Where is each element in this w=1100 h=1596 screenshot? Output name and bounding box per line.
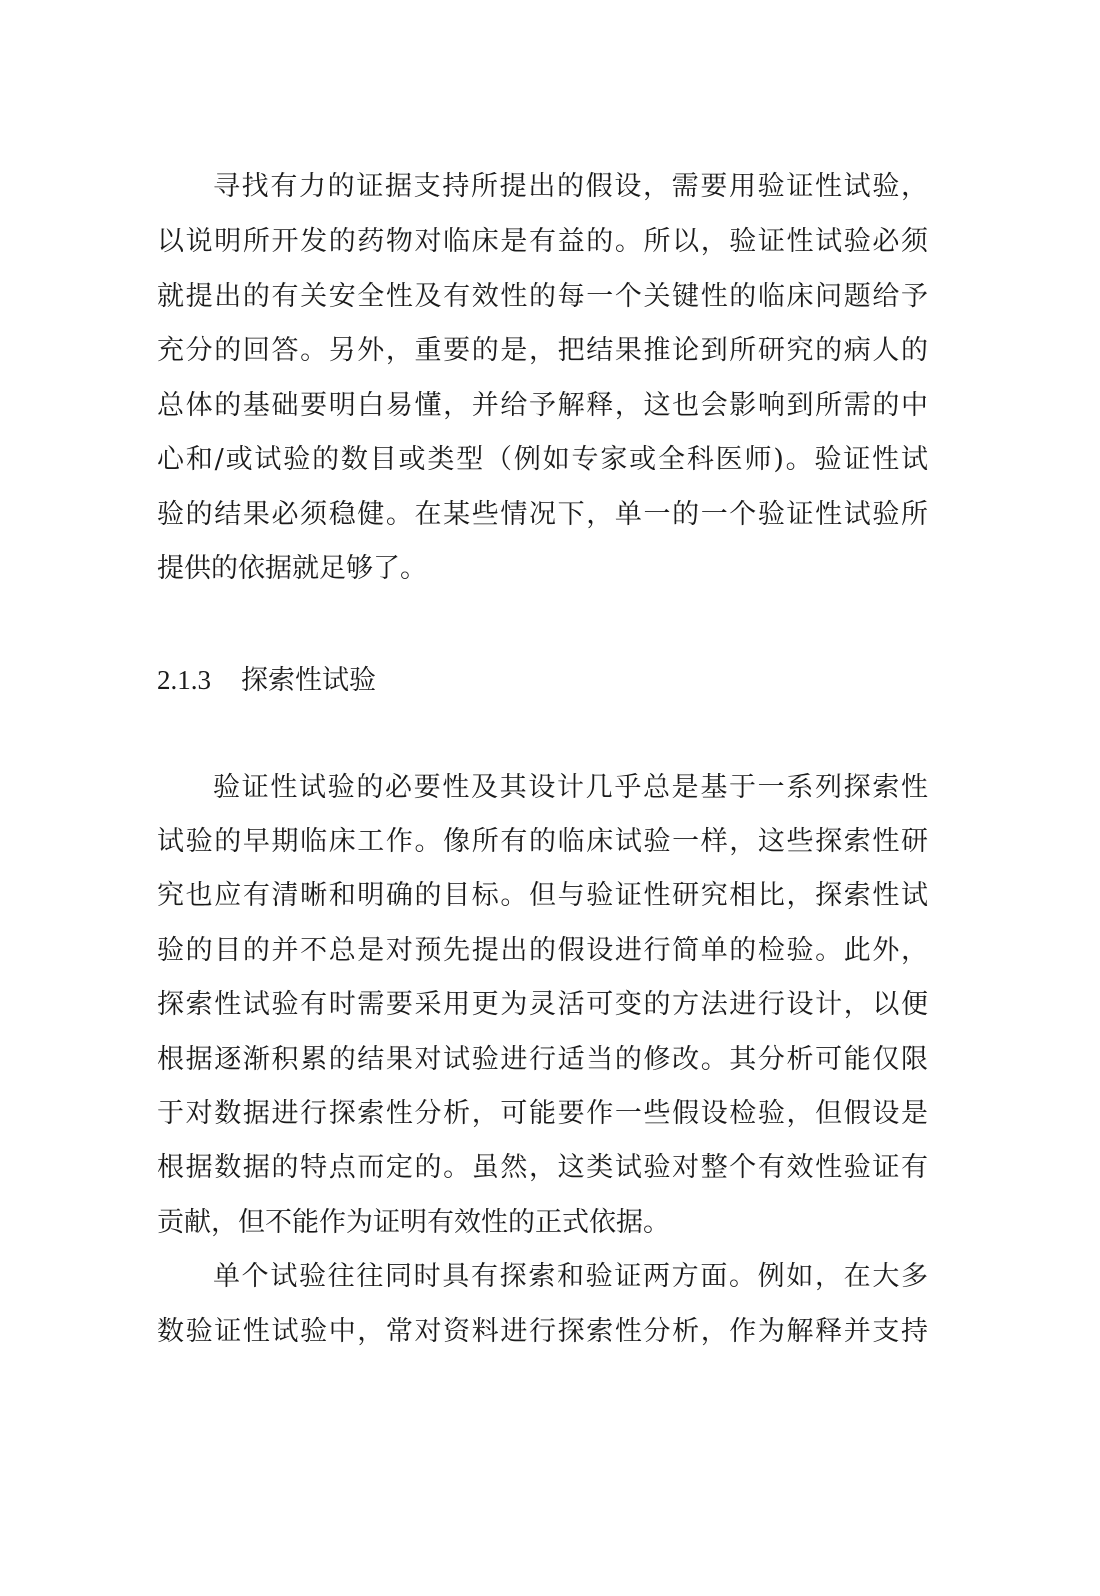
paragraph-line: 根据逐渐积累的结果对试验进行适当的修改。其分析可能仅限 [157,1044,928,1075]
paragraph-line: 验的目的并不总是对预先提出的假设进行简单的检验。此外， [157,935,928,966]
paragraph-line: 于对数据进行探索性分析，可能要作一些假设检验，但假设是 [157,1098,928,1129]
paragraph-line: 根据数据的特点而定的。虽然，这类试验对整个有效性验证有 [157,1152,928,1183]
paragraph-line: 以说明所开发的药物对临床是有益的。所以，验证性试验必须 [157,226,928,257]
paragraph-line: 探索性试验有时需要采用更为灵活可变的方法进行设计，以便 [157,989,928,1020]
section-title: 探索性试验 [241,665,376,696]
paragraph-line: 贡献，但不能作为证明有效性的正式依据。 [157,1207,670,1238]
paragraph-line: 充分的回答。另外，重要的是，把结果推论到所研究的病人的 [157,335,928,366]
paragraph-line: 提供的依据就足够了。 [157,553,427,584]
paragraph-line: 单个试验往往同时具有探索和验证两方面。例如，在大多 [213,1261,928,1292]
paragraph-line: 验证性试验的必要性及其设计几乎总是基于一系列探索性 [213,772,928,803]
section-number: 2.1.3 [157,665,211,695]
paragraph-line: 就提出的有关安全性及有效性的每一个关键性的临床问题给予 [157,281,928,312]
paragraph-line: 验的结果必须稳健。在某些情况下，单一的一个验证性试验所 [157,499,928,530]
paragraph-line: 数验证性试验中，常对资料进行探索性分析，作为解释并支持 [157,1316,928,1347]
paragraph-line: 寻找有力的证据支持所提出的假设，需要用验证性试验， [213,171,928,202]
section-heading [157,658,376,702]
paragraph-line: 心和/或试验的数目或类型（例如专家或全科医师)。验证性试 [157,444,928,475]
paragraph-line: 究也应有清晰和明确的目标。但与验证性研究相比，探索性试 [157,880,928,911]
paragraph-line: 试验的早期临床工作。像所有的临床试验一样，这些探索性研 [157,826,928,857]
paragraph-line: 总体的基础要明白易懂，并给予解释，这也会影响到所需的中 [157,390,928,421]
